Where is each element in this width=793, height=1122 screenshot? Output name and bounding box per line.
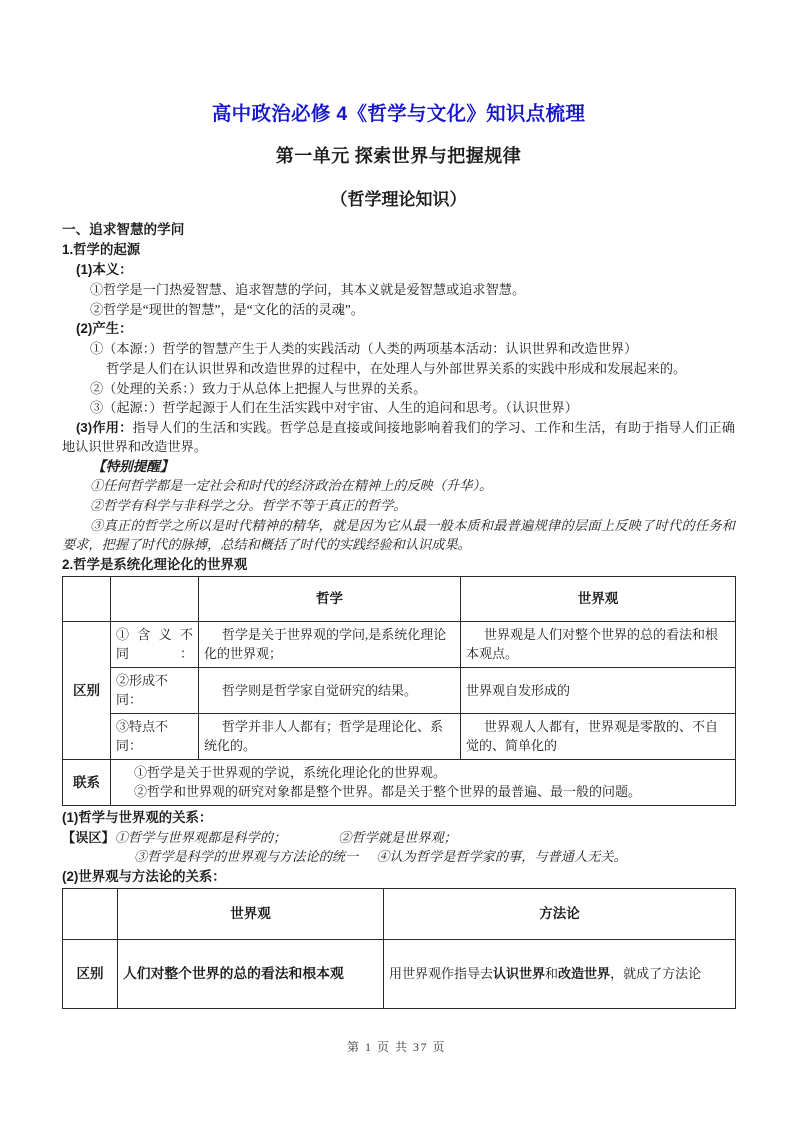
misconception-line-1 [62, 828, 735, 848]
page-title: 高中政治必修 4《哲学与文化》知识点梳理 [211, 103, 586, 125]
methodology-part-3: 和 [545, 966, 559, 982]
table-row [63, 667, 736, 713]
misconception-item-2: ②哲学就是世界观； [338, 829, 457, 845]
chansheng-line-2: 哲学是人们在认识世界和改造世界的过程中，在处理人与外部世界关系的实践中形成和发展起来的。 [106, 360, 687, 376]
aspect-cell-3: ③特点不同： [111, 713, 199, 759]
item-label-benyi: (1)本义： [76, 262, 133, 278]
reminder-item-2: ②哲学有科学与非科学之分。哲学不等于真正的哲学。 [90, 498, 407, 514]
table-row [63, 940, 736, 1009]
methodology-part-2: 认识世界 [493, 966, 546, 982]
misconception-item-3: ③哲学是科学的世界观与方法论的统一 [134, 849, 359, 865]
table-row [63, 713, 736, 759]
page-footer: 第 1 页 共 37 页 [346, 1040, 446, 1054]
philosophy-cell-2: 哲学则是哲学家自觉研究的结果。 [199, 667, 461, 713]
chansheng-line-3: ②（处理的关系：）致力于从总体上把握人与世界的关系。 [90, 380, 427, 396]
document-content [62, 0, 735, 1009]
worldview-cell-1: 世界观是人们对整个世界的总的看法和根本观点。 [461, 621, 736, 667]
section-heading-1: 一、追求智慧的学问 [62, 222, 185, 238]
reminder-item-1: ①任何哲学都是一定社会和时代的经济政治在精神上的反映（升华）。 [90, 478, 493, 494]
methodology-part-1: 用世界观作指导去 [389, 966, 494, 982]
worldview-cell-2: 世界观自发形成的 [461, 667, 736, 713]
special-reminder-block [62, 457, 735, 555]
table-row [63, 621, 736, 667]
misconception-line-2 [62, 847, 735, 867]
row-label-qubie: 区别 [63, 621, 111, 759]
subsection-heading-1-2: 2.哲学是系统化理论化的世界观 [62, 556, 248, 572]
item-label-zuoyong: (3)作用： [76, 419, 133, 435]
methodology-part-5: ，就成了方法论 [610, 966, 702, 982]
table-worldview-methodology [62, 888, 736, 1009]
worldview-cell-3: 世界观人人都有，世界观是零散的、不自觉的、简单化的 [461, 713, 736, 759]
lianxi-line-1: ①哲学是关于世界观的学说，系统化理论化的世界观。 [134, 764, 447, 780]
lianxi-content-cell [111, 759, 736, 805]
benyi-line-2: ②哲学是“现世的智慧”，是“文化的活的灵魂”。 [90, 301, 364, 317]
subsection-heading-1-1: 1.哲学的起源 [62, 242, 141, 258]
worldview-definition-cell: 人们对整个世界的总的看法和根本观 [118, 940, 384, 1009]
reminder-item-3: ③真正的哲学之所以是时代精神的精华，就是因为它从最一般本质和最普遍规律的层面上反映了时代的任务和要求，把握了时代的脉搏，总结和概括了时代的实践经验和认识成果。 [62, 517, 735, 553]
table-row [63, 759, 736, 805]
table-corner-cell [63, 889, 118, 940]
table-philosophy-worldview [62, 576, 736, 806]
column-header-worldview: 世界观 [461, 576, 736, 621]
item-label-chansheng: (2)产生： [76, 321, 133, 337]
unit-title: 第一单元 探索世界与把握规律 [275, 146, 522, 167]
document-subtitle: （哲学理论知识） [330, 189, 467, 209]
row-label-qubie-2: 区别 [63, 940, 118, 1009]
misconception-item-1: ①哲学与世界观都是科学的； [114, 829, 287, 845]
benyi-line-1: ①哲学是一门热爱智慧、追求智慧的学问，其本义就是爱智慧或追求智慧。 [90, 282, 526, 298]
aspect-cell-2: ②形成不同： [111, 667, 199, 713]
item-zuoyong [62, 418, 735, 457]
methodology-definition-cell [384, 940, 736, 1009]
chansheng-line-4: ③（起源：）哲学起源于人们在生活实践中对宇宙、人生的追问和思考。（认识世界） [90, 400, 578, 416]
aspect-cell-1: ① 含 义 不同： [111, 621, 199, 667]
methodology-part-4: 改造世界 [558, 966, 611, 982]
table-corner-cell-2 [111, 576, 199, 621]
table-corner-cell [63, 576, 111, 621]
column-header-methodology: 方法论 [384, 889, 736, 940]
special-reminder-title: 【特别提醒】 [92, 458, 174, 474]
table-row [63, 889, 736, 940]
chansheng-line-1: ①（本源：）哲学的智慧产生于人类的实践活动（人类的两项基本活动：认识世界和改造世界） [90, 341, 638, 357]
table-row [63, 576, 736, 621]
column-header-philosophy: 哲学 [199, 576, 461, 621]
item-text-zuoyong: 指导人们的生活和实践。哲学总是直接或间接地影响着我们的学习、工作和生活，有助于指导人们正确地认识世界和改造世界。 [62, 419, 736, 455]
row-label-lianxi: 联系 [63, 759, 111, 805]
relation-heading-2: (2)世界观与方法论的关系： [62, 869, 226, 885]
lianxi-line-2: ②哲学和世界观的研究对象都是整个世界。都是关于整个世界的最普遍、最一般的问题。 [134, 784, 642, 800]
column-header-worldview-2: 世界观 [118, 889, 384, 940]
relation-heading-1: (1)哲学与世界观的关系： [62, 809, 213, 825]
philosophy-cell-1: 哲学是关于世界观的学问,是系统化理论化的世界观； [199, 621, 461, 667]
misconception-label: 【误区】 [62, 829, 115, 845]
misconception-item-4: ④认为哲学是哲学家的事，与普通人无关。 [376, 849, 627, 865]
philosophy-cell-3: 哲学并非人人都有；哲学是理论化、系统化的。 [199, 713, 461, 759]
